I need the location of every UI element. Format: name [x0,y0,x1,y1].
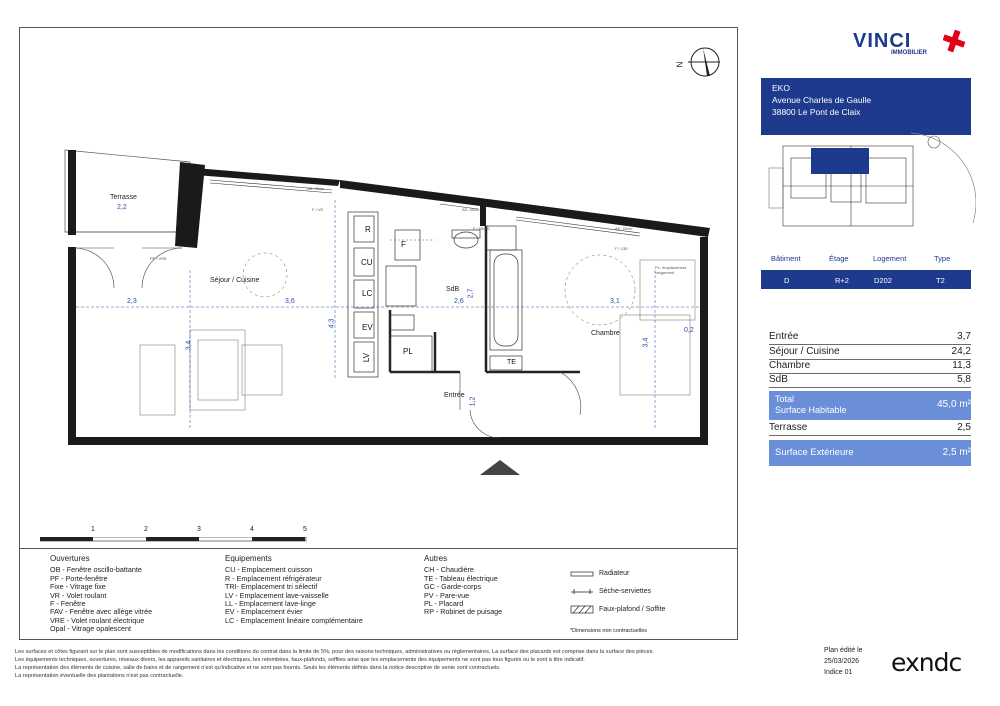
legend-item: PL - Placard [424,599,464,609]
key-map [761,128,976,238]
total-value: 45,0 m² [937,399,971,410]
window-tag: AE: 40cm [615,226,633,231]
vinci-subtitle: IMMOBILIER [891,50,927,56]
dim-0-2: 0,2 [684,327,694,334]
header-type: Type [934,254,951,263]
dim-terrasse-area: 2,2 [117,204,127,211]
legend-item: F - Fenêtre [50,599,86,609]
terrace-row [769,421,971,436]
area-label: SdB [769,374,788,385]
disclaimer-line: Les équipements techniques, ouvertures, réseaux divers, les appareils sanitaires et électriques, les retombées, faux-plafonds, soffites ainsi que les emplacements des équipements ne sont pas tous figurés ou le sont à titre indicatif. [15,657,585,663]
edition-info [824,645,863,678]
window-tag: F / VE [312,207,324,212]
fixture-lv: LV [362,352,372,363]
symbol-faux-plafond: Faux-plafond / Soffite [599,606,666,613]
fixture-pl: PL [403,347,413,356]
legend-item: OB - Fenêtre oscillo-battante [50,565,142,575]
disclaimer-line: La représentation des éléments de cuisine, salle de bains et de rangement n'est qu'indicative et ne sont pas fournis. Seuls les éléments définis dans la notice descriptive de vente sont contractuels. [15,665,501,671]
legend-item: Opal - Vitrage opalescent [50,624,131,634]
architect-logo: exndc [891,648,962,677]
area-value: 11,3 [952,360,971,371]
exterior-value: 2,5 m² [942,447,971,458]
keymap-unit-highlight [811,148,869,174]
area-value: 3,7 [957,331,971,342]
fixture-cu: CU [361,258,373,267]
address-city: 38800 Le Pont de Claix [772,107,861,117]
legend-item: GC - Garde-corps [424,582,482,592]
area-label: Entrée [769,331,799,342]
edition-index: Indice 01 [824,669,853,676]
scale-bar [40,537,320,543]
dim-1-2: 1,2 [469,396,477,407]
total-label [775,394,847,416]
scale-tick: 5 [303,526,307,533]
area-label: Séjour / Cuisine [769,346,840,357]
vinci-logo [853,30,973,58]
legend-item: PF - Porte-fenêtre [50,573,108,583]
header-etage: Étage [829,254,849,263]
legend-item: Fixe - Vitrage fixe [50,582,106,592]
window-tag: F / 65x80 [473,226,490,231]
disclaimer-line: Les surfaces et côtes figurant sur le plan sont susceptibles de modifications dans les conditions du contrat dans la limite de 5%, pour des raisons techniques, administratives ou réglementaires. La surface des placards est comprise dans la surface des pièces. [15,649,654,655]
legend-item: CU - Emplacement cuisson [225,565,313,575]
fixture-f: F [401,240,406,249]
dim-4-3: 4,3 [328,318,336,329]
legend-item: RP - Robinet de puisage [424,607,503,617]
dim-2-7: 2,7 [467,288,475,299]
address-street: Avenue Charles de Gaulle [772,95,872,105]
fixture-te: TE [507,359,516,366]
fixture-lc: LC [362,289,373,298]
label-terrasse: Terrasse [110,194,137,201]
value-batiment: D [784,276,790,285]
window-tag: F / 135 [615,246,628,251]
legend-item: EV - Emplacement évier [225,607,303,617]
scale-tick: 1 [91,526,95,533]
terrace-label: Terrasse [769,422,808,433]
label-chambre: Chambre [591,330,620,337]
label-sejour: Séjour / Cuisine [210,277,260,284]
area-value: 24,2 [951,346,971,357]
legend-item: VR - Volet roulant [50,590,107,600]
value-etage: R+2 [835,276,849,285]
symbol-radiateur: Radiateur [599,570,630,577]
legend-separator [19,548,738,549]
value-type: T2 [936,276,945,285]
legend-autres-title: Autres [424,554,448,563]
legend-item: LL - Emplacement lave-linge [225,599,316,609]
legend-ouvertures-title: Ouvertures [50,554,90,563]
legend-item: FAV - Fenêtre avec allège vitrée [50,607,153,617]
dim-3-6: 3,6 [285,298,295,305]
symbol-seche-serviettes: Sèche-serviettes [599,588,652,595]
compass-label: N [675,61,685,68]
legend-item: R - Emplacement réfrigérateur [225,573,322,583]
exterior-label: Surface Extérieure [775,447,854,458]
terrace-value: 2,5 [957,422,971,433]
scale-tick: 2 [144,526,148,533]
value-logement: D202 [874,276,892,285]
fixture-r: R [365,225,371,234]
legend-item: LC - Emplacement linéaire complémentaire [225,615,363,625]
legend-item: LV - Emplacement lave-vaisselle [225,590,329,600]
label-entree: Entrée [444,392,465,399]
total-area-box [769,391,971,420]
pl-note: PL: emplacement rangement [655,265,687,275]
header-logement: Logement [873,254,907,263]
edition-date: 25/03/2026 [824,658,860,665]
window-tag: AE: 40cm [307,186,325,191]
window-tag: PF / VRE [150,256,167,261]
legend-item: TE - Tableau électrique [424,573,498,583]
symbol-legend-icons [570,571,594,615]
floor-plan [40,140,720,480]
legend-equipements-title: Equipements [225,554,272,563]
program-name: EKO [772,83,790,93]
area-row [769,359,971,374]
vinci-wordmark: VINCI [853,30,912,52]
area-row [769,373,971,388]
dims-note: *Dimensions non contractuelles [570,628,648,634]
scale-tick: 4 [250,526,254,533]
edition-label: Plan édité le [824,647,863,654]
dim-2-3: 2,3 [127,298,137,305]
legend-item: TRI- Emplacement tri sélectif [225,582,318,592]
dim-3-4-right: 3,4 [642,337,650,348]
area-row [769,330,971,345]
legend-ouvertures [50,555,152,634]
total-label-line: Surface Habitable [775,405,847,415]
legend-item: VRE - Volet roulant électrique [50,615,145,625]
window-tag: AE: 40cm [462,207,480,212]
label-sdb: SdB [446,286,460,293]
legend-item: PV - Pare-vue [424,590,470,600]
fixture-ev: EV [362,323,373,332]
address-box [761,78,971,135]
area-value: 5,8 [957,374,971,385]
vinci-mark-icon [943,28,967,56]
disclaimer-line: La représentation éventuelle des plantations n'est pas contractuelle. [15,673,184,679]
area-label: Chambre [769,360,811,371]
keymap-compass-icon [928,136,940,148]
dim-2-6: 2,6 [454,298,464,305]
disclaimer [15,648,790,680]
dim-3-4-left: 3,4 [185,340,193,351]
scale-tick: 3 [197,526,201,533]
area-row [769,345,971,360]
legend-equipements [225,555,363,625]
exterior-area-box [769,440,971,466]
header-batiment: Bâtiment [771,254,801,263]
dim-3-1: 3,1 [610,298,620,305]
legend-item: CH - Chaudière [424,565,474,575]
total-label-line: Total [775,394,795,404]
radiator-icon [571,572,593,576]
legend-autres [424,555,502,617]
